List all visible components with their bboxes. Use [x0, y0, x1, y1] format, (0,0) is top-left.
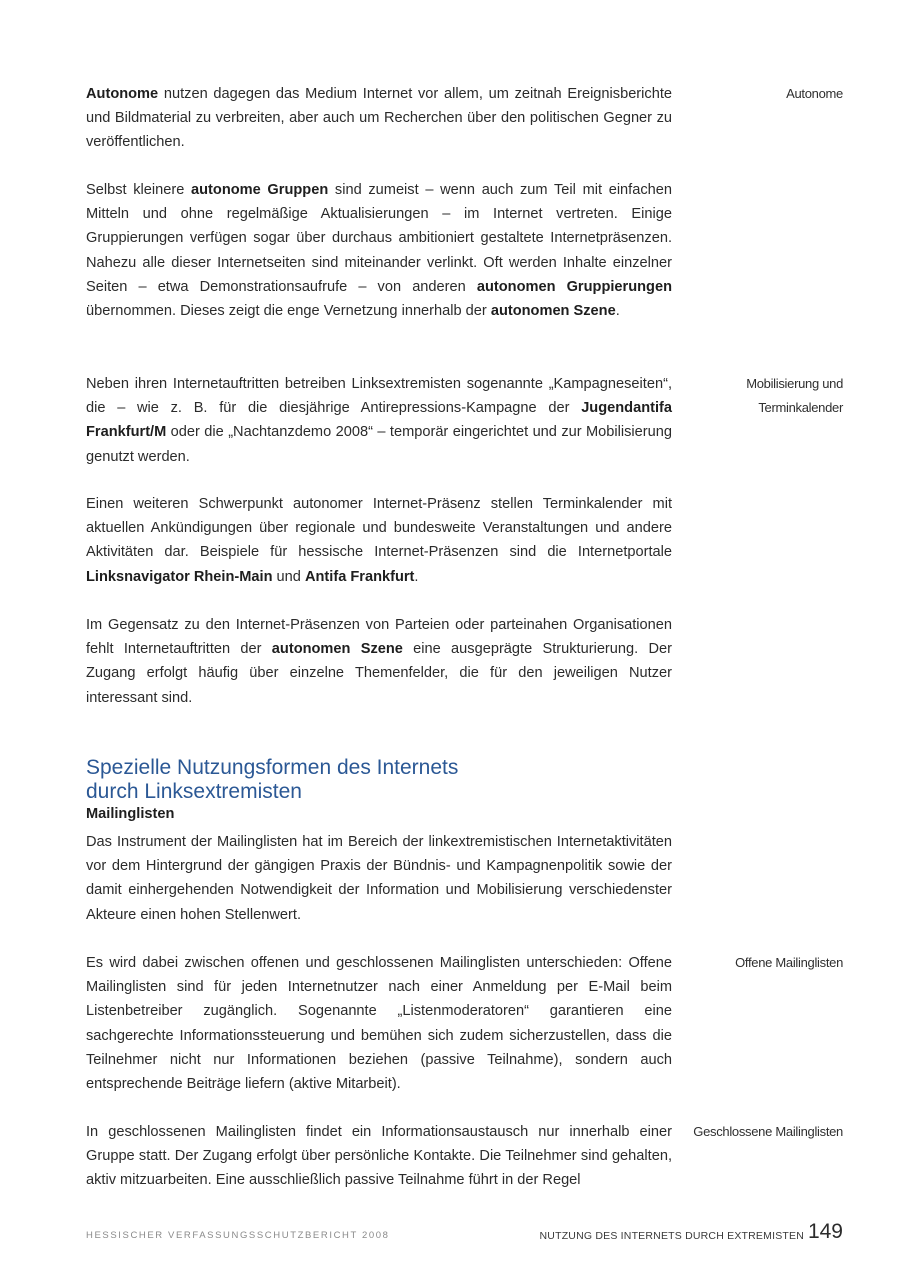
paragraph-text	[86, 492, 672, 589]
text-run: Selbst kleinere	[86, 182, 192, 198]
text-run: übernommen. Dieses zeigt die enge Vernetzung innerhalb der	[86, 303, 491, 320]
paragraph-geschlossene-mailinglisten	[86, 1120, 672, 1193]
text-run: Einen weiteren Schwerpunkt autonomer Internet-Präsenz stellen Terminkalender mit aktuellen Ankündigungen über regionale und bundesweite Veranstaltungen und andere Aktivitäten dar. Beispiele für hessische Internet-Präsenzen sind die Internetportale	[86, 496, 672, 561]
margin-note-mobilisierung: Mobilisierung und Terminkalender	[746, 376, 843, 416]
section-heading-line1: Spezielle Nutzungsformen des Internets	[86, 756, 459, 779]
margin-note-offene-mailinglisten: Offene Mailinglisten	[735, 955, 843, 970]
text-run: Neben ihren Internetauftritten betreiben Linksextremisten sogenannte „Kampagneseiten“, die – wie z. B. für die diesjährige Antirepressions-Kampagne der	[86, 376, 672, 417]
section-heading-line2: durch Linksextremisten	[86, 780, 302, 803]
bold-term: Autonome	[86, 86, 159, 102]
paragraph-autonome-gruppen	[86, 178, 672, 323]
text-run: .	[615, 303, 620, 320]
text-run: nutzen dagegen das Medium Internet vor allem, um zeitnah Ereignisberichte und Bildmaterial zu verbreiten, aber auch um Recherchen über den politischen Gegner zu veröffentlichen.	[86, 86, 672, 151]
paragraph-text	[86, 830, 672, 927]
text-run: und	[272, 568, 305, 585]
text-run: oder die „Nachtanzdemo 2008“ – temporär eingerichtet und zur Mobilisierung genutzt werden.	[86, 424, 672, 465]
paragraph-text	[86, 178, 672, 323]
footer-publication-title: HESSISCHER VERFASSUNGSSCHUTZBERICHT 2008	[86, 1230, 390, 1241]
bold-term: autonome Gruppen	[191, 182, 329, 198]
paragraph-autonome	[86, 82, 672, 155]
paragraph-text	[86, 82, 672, 155]
footer-chapter-title: NUTZUNG DES INTERNETS DURCH EXTREMISTEN	[539, 1230, 804, 1242]
text-run: In geschlossenen Mailinglisten findet ein Informationsaustausch nur innerhalb einer Gruppe statt. Der Zugang erfolgt über persönliche Kontakte. Die Teilnehmer sind gehalten, aktiv mitzuarbeiten. Eine ausschließlich passive Teilnahme führt in der Regel	[86, 1124, 672, 1189]
text-run: eine ausgeprägte Strukturierung. Der Zugang erfolgt häufig über einzelne Themenfelder, die für den jeweiligen Nutzer interessant sind.	[86, 641, 672, 706]
bold-term: autonomen Szene	[271, 641, 403, 658]
bold-term: Linksnavigator Rhein-Main	[86, 568, 273, 585]
margin-note-geschlossene-mailinglisten: Geschlossene Mailinglisten	[693, 1124, 843, 1139]
bold-term: autonomen Szene	[490, 303, 616, 320]
paragraph-kampagneseiten	[86, 372, 672, 469]
paragraph-terminkalender	[86, 492, 672, 589]
paragraph-text	[86, 372, 672, 469]
section-heading	[86, 756, 672, 804]
paragraph-strukturierung	[86, 613, 672, 710]
text-run: Das Instrument der Mailinglisten hat im Bereich der linkextremistischen Internetaktivitäten vor dem Hintergrund der gängigen Praxis der Bündnis- und Kampagnenpolitik sowie der damit einhergehenden Notwendigkeit der Information und Mobilisierung verschiedenster Akteure einen hohen Stellenwert.	[86, 834, 672, 923]
bold-term: Antifa Frankfurt	[304, 568, 415, 585]
text-run: Im Gegensatz zu den Internet-Präsenzen von Parteien oder parteinahen Organisationen fehlt Internetauftritten der	[86, 617, 672, 658]
text-run: Es wird dabei zwischen offenen und geschlossenen Mailinglisten unterschieden: Offene Mailinglisten sind für jeden Internetnutzer nach einer Anmeldung per E-Mail beim Listenbetreiber zugänglich. Sogenannte „Listenmoderatoren“ garantieren eine sachgerechte Informationssteuerung und bemühen sich zudem sicherzustellen, dass die Teilnehmer nicht nur Informationen beziehen (passive Teilnahme), sondern auch entsprechende Beiträge liefern (aktive Mitarbeit).	[86, 955, 672, 1093]
page-number: 149	[807, 1220, 843, 1243]
bold-term: Jugendantifa Frankfurt/M	[86, 400, 672, 441]
margin-note-autonome: Autonome	[786, 86, 843, 101]
subheading-mailinglisten: Mailinglisten	[86, 806, 175, 822]
bold-term: autonomen Gruppierungen	[476, 278, 672, 295]
paragraph-text	[86, 1120, 672, 1193]
paragraph-mailinglisten-intro	[86, 830, 672, 927]
paragraph-text	[86, 613, 672, 710]
paragraph-offene-mailinglisten	[86, 951, 672, 1096]
paragraph-text	[86, 951, 672, 1096]
text-run: sind zumeist – wenn auch zum Teil mit einfachen Mitteln und ohne regelmäßige Aktualisierungen – im Internet vertreten. Einige Gruppierungen verfügen sogar über durchaus ambitioniert gestaltete Internetpräsenzen. Nahezu alle dieser Internetseiten sind miteinander verlinkt. Oft werden Inhalte einzelner Seiten – etwa Demonstrationsaufrufe – von anderen	[86, 182, 672, 295]
text-run: .	[414, 568, 419, 585]
